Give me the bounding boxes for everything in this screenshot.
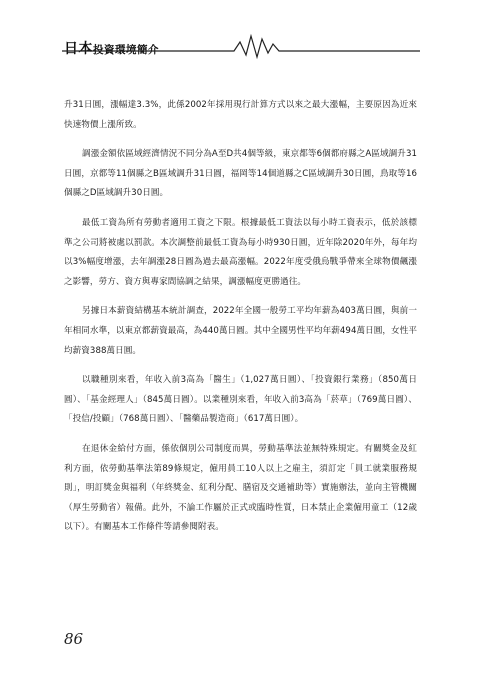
page-header xyxy=(0,0,480,70)
header-title-sub: 投資環境簡介 xyxy=(93,44,159,56)
paragraph-3: 最低工資為所有勞動者適用工資之下限。根據最低工資法以每小時工資表示，低於該標準之公司將被處以罰款。本次調整前最低工資為每小時930日圓，近年除2020年外，每年均以3%幅度增漲，去年調漲28日圓為過去最高漲幅。2022年度受俄烏戰爭帶來全球物價飆漲之影響，勞方、資方與專家間協調之結果，調漲幅度更勝過往。 xyxy=(64,217,417,287)
paragraph-1: 升31日圓，漲幅達3.3%，此係2002年採用現行計算方式以來之最大漲幅，主要原因為近來快速物價上漲所致。 xyxy=(64,100,417,130)
paragraph-2: 調漲金額依區域經濟情況不同分為A至D共4個等級，東京都等6個都府縣之A區域調升31日圓，京都等11個縣之B區域調升31日圓，福岡等14個道縣之C區域調升30日圓，鳥取等16個縣之D區域調升30日圓。 xyxy=(64,149,417,199)
heartbeat-line-icon xyxy=(0,30,480,60)
paragraph-6: 在退休金給付方面，係依個別公司制度而異，勞動基準法並無特殊規定。有關獎金及紅利方面，依勞動基準法第89條規定，僱用員工10人以上之雇主，須訂定「員工就業服務規則」，明訂獎金與福利（年終獎金、紅利分配、膳宿及交通補助等）實施辦法，並向主管機關（厚生勞動省）報備。此外，不論工作屬於正式或臨時性質，日本禁止企業僱用童工（12歲以下）。有關基本工作條件等請參閱附表。 xyxy=(64,443,417,533)
paragraph-5: 以職種別來看，年收入前3高為「醫生」（1,027萬日圓）、「投資銀行業務」（850萬日圓）、「基金經理人」（845萬日圓）。以業種別來看，年收入前3高為「菸草」（769萬日圓）、「投信/投顧」（768萬日圓）、「醫藥品製造商」（617萬日圓）。 xyxy=(64,375,417,425)
main-content xyxy=(64,96,417,548)
page-number: 86 xyxy=(64,630,84,648)
header-title-main: 日本 xyxy=(64,41,93,57)
paragraph-4: 另據日本薪資結構基本統計調查，2022年全國一般勞工平均年薪為403萬日圓，與前一年相同水準，以東京都薪資最高，為440萬日圓。其中全國男性平均年薪494萬日圓，女性平均薪資388萬日圓。 xyxy=(64,306,417,356)
